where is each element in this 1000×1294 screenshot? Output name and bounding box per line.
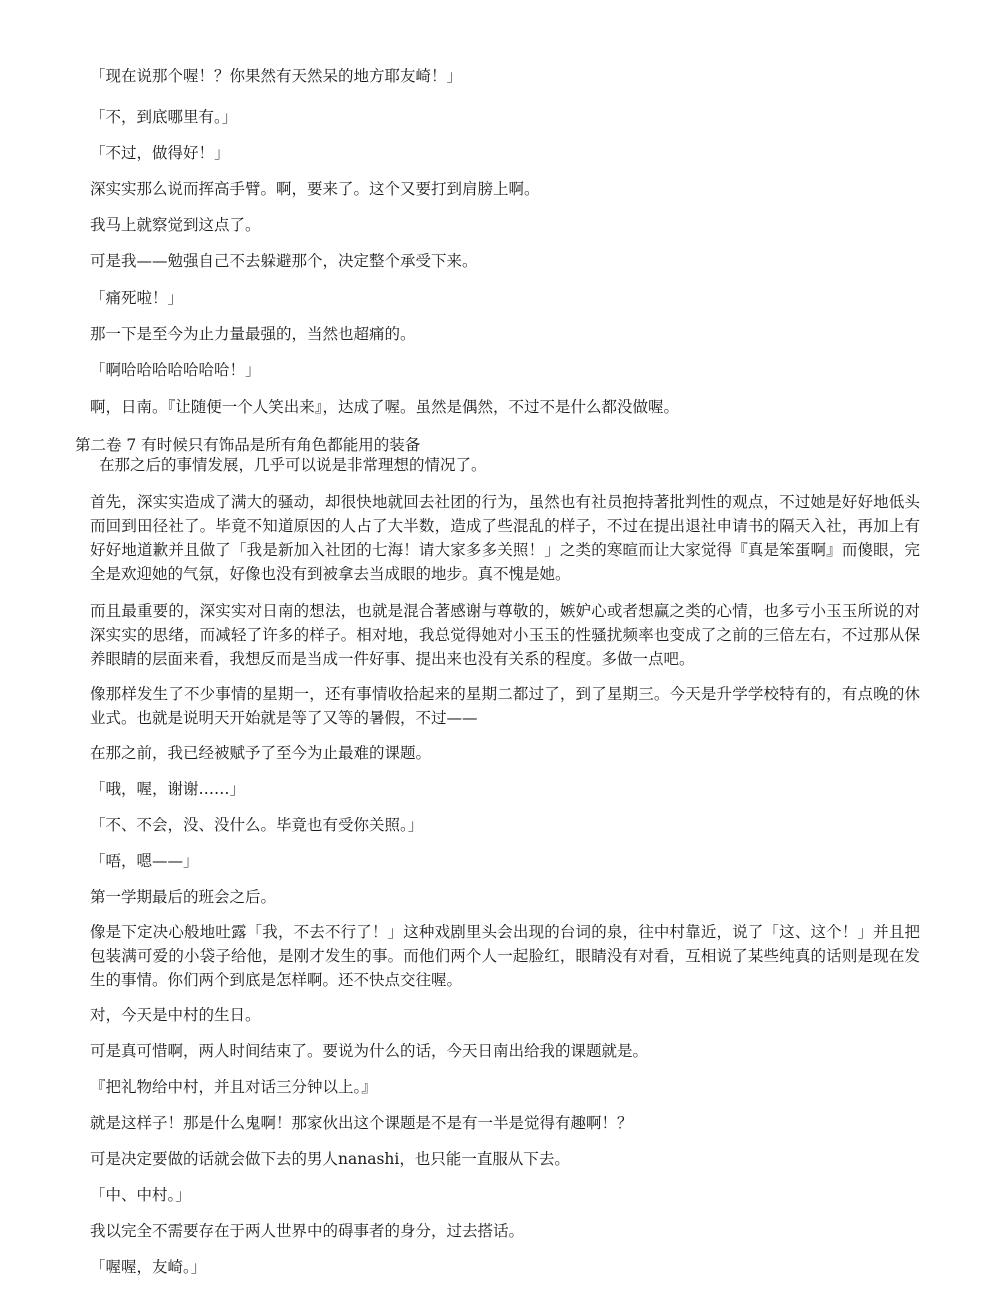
text-line: 『把礼物给中村，并且对话三分钟以上。』 (90, 1078, 377, 1096)
text-line: 啊，日南。『让随便一个人笑出来』，达成了喔。虽然是偶然，不过不是什么都没做喔。 (90, 398, 680, 416)
chapter-first-line: 在那之后的事情发展，几乎可以说是非常理想的情况了。 (99, 456, 487, 474)
chapter-heading: 第二卷 7 有时候只有饰品是所有角色都能用的装备 (75, 436, 421, 454)
text-line: 「喔喔，友崎。」 (90, 1258, 207, 1276)
text-line: 「痛死啦！」 (90, 289, 184, 307)
text-line: 「不，到底哪里有。」 (90, 108, 238, 126)
text-line: 我马上就察觉到这点了。 (90, 216, 261, 234)
text-line: 第一学期最后的班会之后。 (90, 888, 277, 906)
text-line: 「啊哈哈哈哈哈哈哈！」 (90, 361, 261, 379)
paragraph: 首先，深实实造成了满大的骚动，却很快地就回去社团的行为，虽然也有社员抱持著批判性的观点，不过她是好好地低头而回到田径社了。毕竟不知道原因的人占了大半数，造成了些混乱的样子，不过在提出退社申请书的隔天入社，再加上有好好地道歉并且做了「我是新加入社团的七海！请大家多多关照！」之类的寒暄而让大家觉得『真是笨蛋啊』而傻眼，完全是欢迎她的气氛，好像也没有到被拿去当成眼的地步。真不愧是她。 (90, 493, 920, 583)
text-line: 深实实那么说而挥高手臂。啊，要来了。这个又要打到肩膀上啊。 (90, 180, 540, 198)
text-line: 「唔，嗯——」 (90, 852, 199, 870)
text-line: 可是决定要做的话就会做下去的男人nanashi，也只能一直服从下去。 (90, 1150, 570, 1168)
paragraph: 像那样发生了不少事情的星期一，还有事情收拾起来的星期二都过了，到了星期三。今天是升学学校特有的，有点晚的休业式。也就是说明天开始就是等了又等的暑假，不过—— (90, 685, 920, 727)
text-line: 「哦，喔，谢谢……」 (90, 780, 246, 798)
text-line: 就是这样子！那是什么鬼啊！那家伙出这个课题是不是有一半是觉得有趣啊！？ (90, 1114, 633, 1132)
text-line: 那一下是至今为止力量最强的，当然也超痛的。 (90, 325, 416, 343)
text-line: 「不过，做得好！」 (90, 144, 230, 162)
text-line: 在那之前，我已经被赋予了至今为止最难的课题。 (90, 744, 432, 762)
text-line: 对，今天是中村的生日。 (90, 1006, 261, 1024)
text-line: 「中、中村。」 (90, 1186, 191, 1204)
paragraph: 像是下定决心般地吐露「我，不去不行了！」这种戏剧里头会出现的台词的泉，往中村靠近，说了「这、这个！」并且把包装满可爱的小袋子给他，是刚才发生的事。而他们两个人一起脸红，眼睛没有对看，互相说了某些纯真的话则是现在发生的事情。你们两个到底是怎样啊。还不快点交往喔。 (90, 923, 920, 989)
text-line: 我以完全不需要存在于两人世界中的碍事者的身分，过去搭话。 (90, 1222, 525, 1240)
text-line: 「不、不会，没、没什么。毕竟也有受你关照。」 (90, 816, 424, 834)
text-line: 可是真可惜啊，两人时间结束了。要说为什么的话，今天日南出给我的课题就是。 (90, 1042, 649, 1060)
text-line: 可是我——勉强自己不去躲避那个，决定整个承受下来。 (90, 252, 478, 270)
text-line: 「现在说那个喔！？你果然有天然呆的地方耶友崎！」 (90, 67, 463, 85)
paragraph: 而且最重要的，深实实对日南的想法，也就是混合著感谢与尊敬的，嫉妒心或者想赢之类的心情，也多亏小玉玉所说的对深实实的思绪，而减轻了许多的样子。相对地，我总觉得她对小玉玉的性骚扰频率也变成了之前的三倍左右，不过那从保养眼睛的层面来看，我想反而是当成一件好事、提出来也没有关系的程度。多做一点吧。 (90, 602, 920, 668)
